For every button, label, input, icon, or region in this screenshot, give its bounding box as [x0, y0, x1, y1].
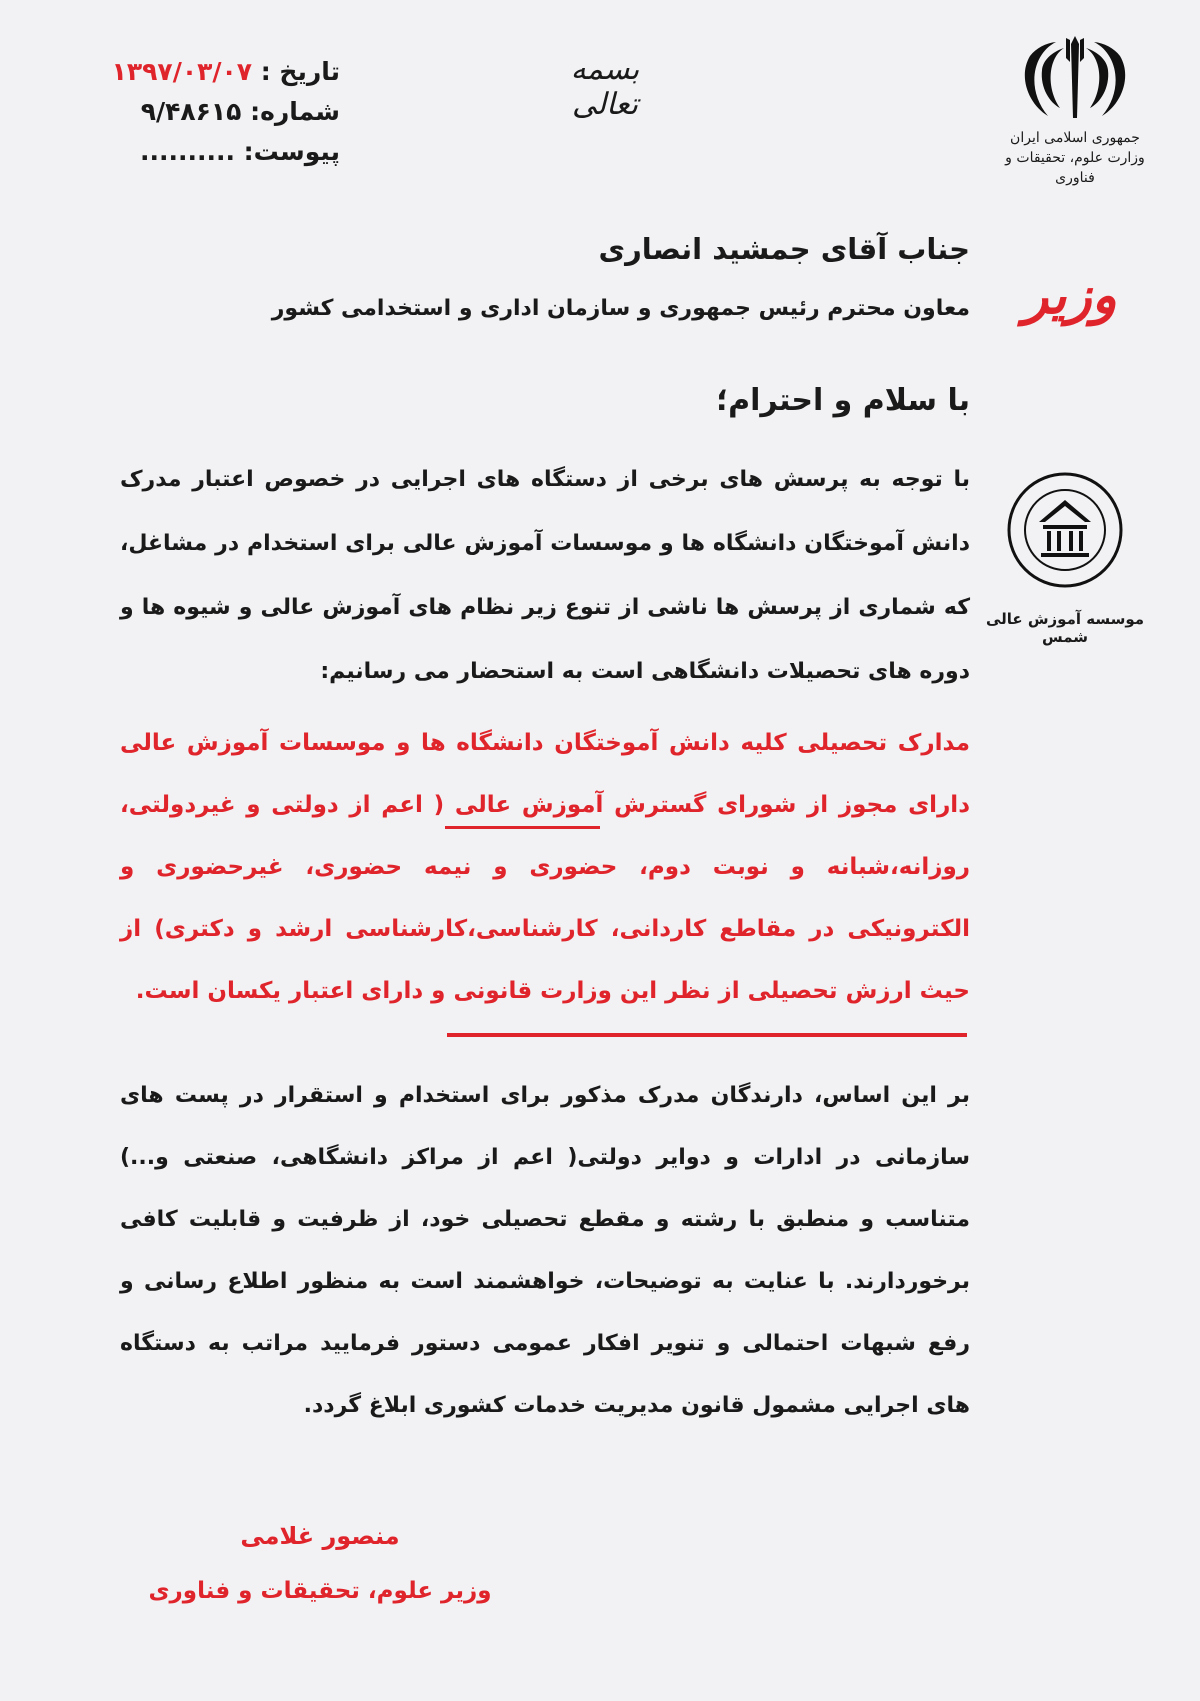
- underline-ruling-end: [447, 1033, 967, 1037]
- addressee-name: جناب آقای جمشید انصاری: [598, 232, 970, 266]
- institute-caption: موسسه آموزش عالی شمس: [985, 610, 1145, 646]
- paragraph-intro: با توجه به پرسش های برخی از دستگاه های اجرایی در خصوص اعتبار مدرک دانش آموختگان دانشگاه ها و موسسات آموزش عالی برای استخدام در مشاغل، که شماری از پرسش ها ناشی از تنوع زیر نظام های آموزش عالی و شیوه ها و دوره های تحصیلات دانشگاهی است به استحضار می رسانیم:: [120, 467, 970, 684]
- greeting: با سلام و احترام؛: [716, 383, 970, 418]
- bismillah-heading: بسمه تعالی: [570, 52, 640, 122]
- paragraph-conclusion: بر این اساس، دارندگان مدرک مذکور برای استخدام و استقرار در پست های سازمانی در ادارات و دوایر دولتی( اعم از مراکز دانشگاهی، صنعتی و...) متناسب و منطبق با رشته و مقطع تحصیلی خود، از ظرفیت و قابلیت کافی برخوردارند. با عنایت به توضیحات، خواهشمند است به منظور اطلاع رسانی و رفع شبهات احتمالی و تنویر افکار عمومی دستور فرمایید مراتب به دستگاه های اجرایی مشمول قانون مدیریت خدمات کشوری ابلاغ گردد.: [120, 1083, 970, 1418]
- republic-label: جمهوری اسلامی ایران: [1010, 130, 1140, 146]
- date-value: ۱۳۹۷/۰۳/۰۷: [111, 57, 252, 86]
- number-value: ۹/۴۸۶۱۵: [140, 97, 242, 126]
- attachment-value: ..........: [139, 137, 235, 166]
- signature-block: [120, 1522, 520, 1604]
- ministry-emblem-block: [990, 28, 1160, 188]
- attachment-label: پیوست:: [243, 137, 340, 166]
- underline-highlight: [445, 826, 600, 829]
- attachment-row: [70, 132, 340, 172]
- ministry-label: وزارت علوم، تحقیقات و فناوری: [1005, 150, 1145, 186]
- number-label: شماره:: [250, 97, 340, 126]
- number-row: [70, 92, 340, 132]
- shams-institute-logo-icon: [1005, 470, 1125, 590]
- minister-heading: وزیر: [1023, 265, 1117, 326]
- institute-logo-block: [970, 470, 1160, 646]
- letter-meta: [70, 52, 340, 172]
- date-row: [70, 52, 340, 92]
- iran-emblem-icon: [1020, 28, 1130, 128]
- paragraph-ruling: مدارک تحصیلی کلیه دانش آموختگان دانشگاه ها و موسسات آموزش عالی دارای مجوز از شورای گسترش آموزش عالی ( اعم از دولتی و غیردولتی، روزانه،شبانه و نوبت دوم، حضوری و نیمه حضوری، غیرحضوری و الکترونیکی در مقاطع کاردانی، کارشناسی،کارشناسی ارشد و دکتری) از حیث ارزش تحصیلی از نظر این وزارت قانونی و دارای اعتبار یکسان است.: [120, 730, 970, 1004]
- addressee-block: [120, 228, 970, 330]
- signatory-name: منصور غلامی: [240, 1522, 400, 1550]
- date-label: تاریخ :: [260, 57, 340, 86]
- addressee-title: معاون محترم رئیس جمهوری و سازمان اداری و استخدامی کشور: [271, 296, 970, 321]
- signatory-title: وزیر علوم، تحقیقات و فناوری: [148, 1578, 492, 1604]
